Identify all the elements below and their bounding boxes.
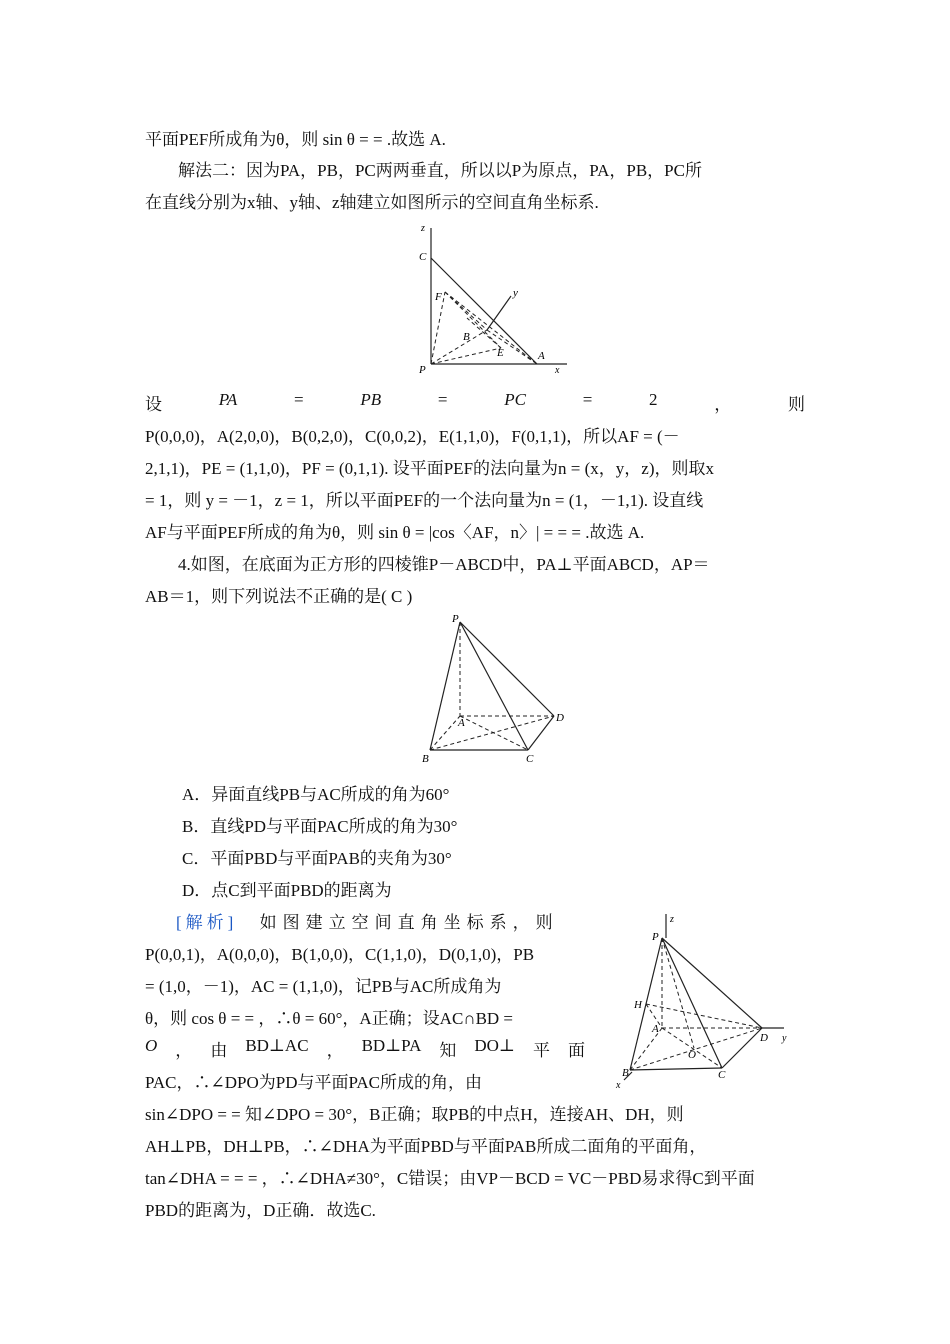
analysis-tag: [解析]: [176, 913, 238, 932]
label-d: D: [760, 1032, 768, 1044]
label-a: A: [538, 350, 545, 362]
label-e: E: [497, 347, 504, 359]
option-c: C．平面PBD与平面PAB的夹角为30°: [182, 849, 452, 868]
text-line-2: 解法二：因为PA，PB，PC两两垂直，所以以P为原点，PA，PB，PC所: [178, 161, 702, 180]
label-p: P: [452, 613, 459, 625]
analysis-line-2: P(0,0,1)，A(0,0,0)，B(1,0,0)，C(1,1,0)，D(0,1,0)，PB: [145, 945, 535, 964]
text-line-5: P(0,0,0)，A(2,0,0)，B(0,2,0)，C(0,0,2)，E(1,1,0)，F(0,1,1)，所以AF = (－: [145, 427, 680, 446]
analysis-line-8: AH⊥PB，DH⊥PB，∴∠DHA为平面PBD与平面PAB所成二面角的平面角，: [145, 1137, 707, 1156]
analysis-line-10: PBD的距离为，D正确．故选C.: [145, 1201, 376, 1220]
y-axis-line: [487, 296, 511, 330]
label-x: x: [555, 365, 560, 376]
label-b: B: [422, 753, 429, 765]
text-line-6: 2,1,1)，PE = (1,1,0)，PF = (0,1,1). 设平面PEF的法向量为n = (x，y，z)，则取x: [145, 459, 714, 478]
edge-ca: [431, 258, 537, 364]
label-p: P: [419, 364, 426, 376]
text-line-4: 设 PA = PB = PC = 2 ， 则: [145, 390, 805, 414]
label-c: C: [526, 753, 534, 765]
label-x: x: [616, 1080, 621, 1088]
text-line-7: = 1，则 y = －1，z = 1，所以平面PEF的一个法向量为n = (1，－1,1). 设直线: [145, 491, 704, 510]
text-line-8: AF与平面PEF所成的角为θ，则 sin θ = |cos〈AF，n〉| = = = .故选 A.: [145, 523, 645, 542]
analysis-figure: [612, 908, 802, 1088]
label-z: z: [421, 223, 425, 234]
label-y: y: [513, 287, 518, 299]
text-line-1: 平面PEF所成角为θ，则 sin θ = = .故选 A.: [145, 130, 446, 149]
label-a: A: [652, 1023, 659, 1035]
option-a: A．异面直线PB与AC所成的角为60°: [182, 785, 450, 804]
label-a: A: [458, 717, 465, 729]
question-4-line-2: AB＝1，则下列说法不正确的是( C ): [145, 587, 413, 606]
label-p: P: [652, 931, 659, 943]
label-b: B: [463, 331, 470, 343]
label-o: O: [688, 1049, 696, 1061]
analysis-line-4: θ，则 cos θ = = ，∴θ = 60°，A正确；设AC∩BD =: [145, 1009, 514, 1028]
pyramid-figure: [420, 612, 580, 772]
label-z: z: [670, 914, 674, 925]
analysis-line-3: = (1,0，－1)，AC = (1,1,0)，记PB与AC所成角为: [145, 977, 502, 996]
label-c: C: [419, 251, 427, 263]
option-d: D．点C到平面PBD的距离为: [182, 881, 392, 900]
text-line-3: 在直线分别为x轴、y轴、z轴建立如图所示的空间直角坐标系.: [145, 193, 599, 212]
label-h: H: [634, 999, 642, 1011]
label-c: C: [718, 1069, 726, 1081]
label-f: F: [435, 291, 442, 303]
analysis-line-6: PAC，∴∠DPO为PD与平面PAC所成的角，由: [145, 1073, 483, 1092]
option-b: B．直线PD与平面PAC所成的角为30°: [182, 817, 458, 836]
analysis-line-1: [解析] 如图建立空间直角坐标系，则: [176, 913, 559, 932]
analysis-line-9: tan∠DHA = = = ，∴∠DHA≠30°，C错误；由VP－BCD = VC－PBD易求得C到平面: [145, 1169, 755, 1188]
label-d: D: [556, 712, 564, 724]
label-b: B: [622, 1067, 629, 1079]
coordinate-figure-1: [415, 220, 585, 380]
question-4-line-1: 4.如图，在底面为正方形的四棱锥P－ABCD中，PA⊥平面ABCD，AP＝: [178, 555, 710, 574]
label-y: y: [782, 1033, 787, 1044]
analysis-line-5: O ， 由 BD⊥AC ， BD⊥PA 知 DO⊥ 平 面: [145, 1036, 585, 1060]
analysis-line-7: sin∠DPO = = 知∠DPO = 30°，B正确；取PB的中点H，连接AH、DH，则: [145, 1105, 684, 1124]
